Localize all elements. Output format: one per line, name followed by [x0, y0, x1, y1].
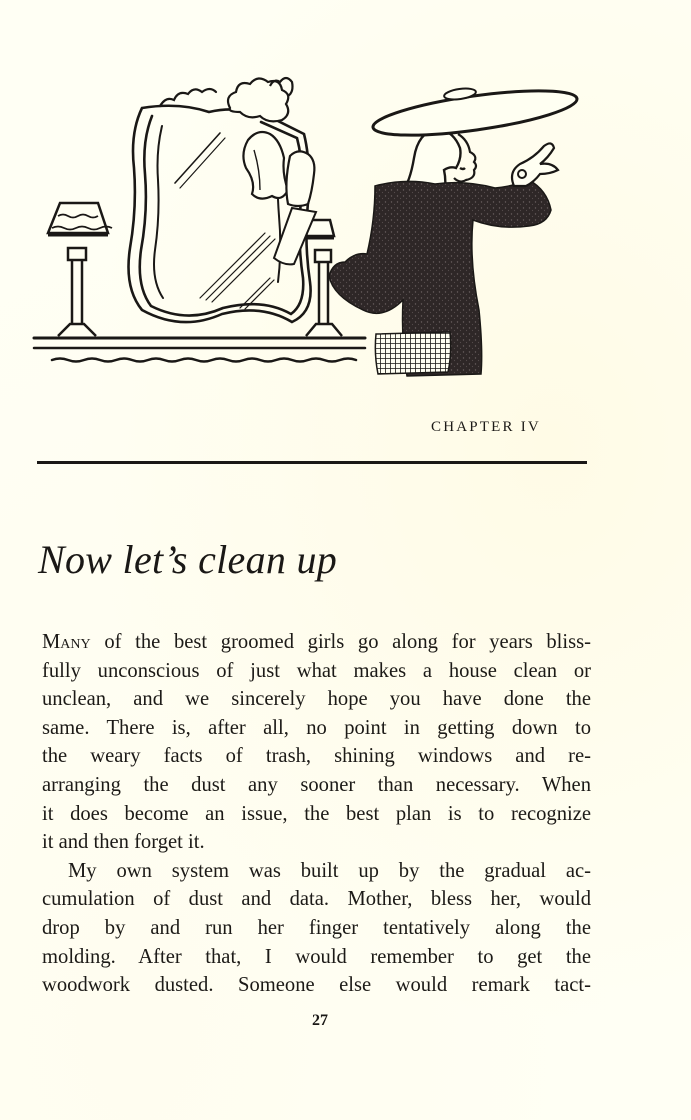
text-line: cumulation of dust and data. Mother, bless her, would — [42, 888, 591, 911]
text-line: woodwork dusted. Someone else would remark tact- — [42, 974, 591, 997]
paragraph-1 — [42, 628, 591, 857]
lamp-left — [48, 203, 112, 336]
text-line: the weary facts of trash, shining windows and re- — [42, 745, 591, 768]
text-line: it and then forget it. — [42, 831, 205, 854]
text-line: it does become an issue, the best plan is to recognize — [42, 802, 591, 825]
text-line: fully unconscious of just what makes a house clean or — [42, 659, 591, 682]
text-line: unclean, and we sincerely hope you have done the — [42, 688, 591, 711]
text-line: My own system was built up by the gradual ac- — [68, 859, 591, 882]
feather-duster — [228, 78, 293, 199]
text-line: molding. After that, I would remember to get the — [42, 945, 591, 968]
chapter-title: Now let’s clean up — [38, 537, 338, 582]
text-line: drop by and run her finger tentatively along the — [42, 916, 591, 939]
body-text — [42, 628, 591, 1000]
text-line: same. There is, after all, no point in getting down to — [42, 716, 591, 739]
ornate-mirror — [129, 89, 311, 322]
text-line: Many of the best groomed girls go along for years bliss- — [42, 631, 591, 653]
text-line: arranging the dust any sooner than necessary. When — [42, 773, 591, 796]
wide-brim-hat — [371, 82, 580, 144]
lead-small-caps: Many — [42, 631, 91, 653]
paragraph-2 — [42, 857, 591, 1000]
chapter-label: CHAPTER IV — [431, 419, 541, 435]
page-number: 27 — [312, 1012, 328, 1029]
chapter-illustration — [30, 68, 600, 388]
mantel-shelf — [34, 338, 365, 362]
chapter-divider — [37, 461, 587, 464]
